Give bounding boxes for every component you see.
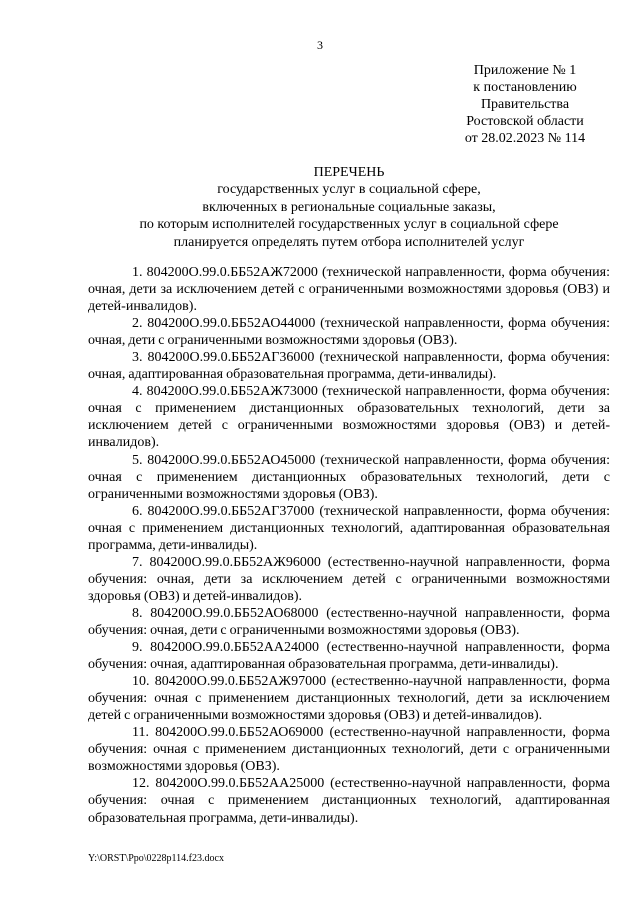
heading-subtitle-line: планируется определять путем отбора исполнителей услуг <box>173 234 525 250</box>
page-number: 3 <box>317 38 323 52</box>
service-item: 7. 804200О.99.0.ББ52АЖ96000 (естественно-научной направленности, форма обучения: очная, дети за исключением детей с ограниченными возможностями здоровья (ОВЗ) и детей-инвалидов). <box>88 554 610 604</box>
heading-title: ПЕРЕЧЕНЬ <box>313 165 385 180</box>
appendix-line: от 28.02.2023 № 114 <box>464 131 586 146</box>
service-item: 11. 804200О.99.0.ББ52АО69000 (естественно-научной направленности, форма обучения: очная с применением дистанционных технологий, дети с ограниченными возможностями здоровья (ОВЗ). <box>88 725 610 775</box>
service-item: 2. 804200О.99.0.ББ52АО44000 (технической направленности, форма обучения: очная, дети с ограниченными возможностями здоровья (ОВЗ). <box>88 316 610 349</box>
appendix-block <box>440 62 610 147</box>
appendix-line: Приложение № 1 <box>473 63 577 78</box>
service-item: 10. 804200О.99.0.ББ52АЖ97000 (естественно-научной направленности, форма обучения: очная с применением дистанционных технологий, дети за исключением детей с ограниченными возможностями здоровья (ОВЗ) и детей-инвалидов). <box>88 674 610 724</box>
service-item: 12. 804200О.99.0.ББ52АА25000 (естественно-научной направленности, форма обучения: очная с применением дистанционных технологий, адаптированная образовательная программа, дети-инвалиды). <box>88 776 610 826</box>
heading-subtitle-line: включенных в региональные социальные заказы, <box>202 199 496 215</box>
service-item: 1. 804200О.99.0.ББ52АЖ72000 (технической направленности, форма обучения: очная, дети за исключением детей с ограниченными возможностями здоровья (ОВЗ) и детей-инвалидов). <box>88 265 610 315</box>
heading-subtitle-line: государственных услуг в социальной сфере, <box>217 182 481 198</box>
service-item: 5. 804200О.99.0.ББ52АО45000 (технической направленности, форма обучения: очная с применением дистанционных образовательных технологий, дети с ограниченными возможностями здоровья (ОВЗ). <box>88 452 610 502</box>
appendix-line: Ростовской области <box>466 114 584 129</box>
service-item: 9. 804200О.99.0.ББ52АА24000 (естественно-научной направленности, форма обучения: очная, адаптированная образовательная программа, дети-инвалиды). <box>88 640 610 673</box>
service-item: 6. 804200О.99.0.ББ52АГ37000 (технической направленности, форма обучения: очная с применением дистанционных технологий, адаптированная образовательная программа, дети-инвалиды). <box>88 503 610 553</box>
footer-file-path: Y:\ORST\Ppo\0228p114.f23.docx <box>88 853 224 864</box>
appendix-line: к постановлению <box>473 80 577 95</box>
service-item: 8. 804200О.99.0.ББ52АО68000 (естественно-научной направленности, форма обучения: очная, дети с ограниченными возможностями здоровья (ОВЗ). <box>88 605 610 638</box>
services-list <box>88 264 610 827</box>
appendix-line: Правительства <box>480 97 570 112</box>
heading-subtitle-line: по которым исполнителей государственных услуг в социальной сфере <box>139 217 559 233</box>
document-heading <box>88 164 610 251</box>
service-item: 4. 804200О.99.0.ББ52АЖ73000 (технической направленности, форма обучения: очная с применением дистанционных образовательных технологий, дети за исключением детей с ограниченными возможностями здоровья (ОВЗ) и детей-инвалидов). <box>88 384 610 451</box>
service-item: 3. 804200О.99.0.ББ52АГ36000 (технической направленности, форма обучения: очная, адаптированная образовательная программа, дети-инвалиды). <box>88 350 610 383</box>
